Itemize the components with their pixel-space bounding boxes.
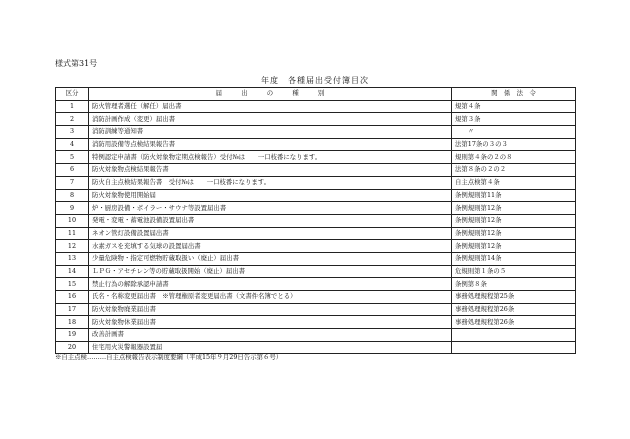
notification-index-table — [55, 87, 576, 354]
row-notification-name: 発電・変電・蓄電池設備設置届出書 — [89, 214, 452, 227]
row-notification-name: ネオン管灯設備設置届出書 — [89, 227, 452, 240]
table-row — [56, 176, 576, 189]
row-related-law: 条例規則第12条 — [452, 227, 576, 240]
row-related-law: 条例規則第11条 — [452, 189, 576, 202]
row-notification-name: 氏名・名称変更届出書 ※管理権原者変更届出書（文書件名簿でとる） — [89, 291, 452, 304]
row-notification-name: 防火管理者選任（解任）届出書 — [89, 100, 452, 113]
row-notification-name: 防火対象物点検結果報告書 — [89, 164, 452, 177]
row-related-law: 条例規則第14条 — [452, 252, 576, 265]
row-related-law: 法第８条の２の２ — [452, 164, 576, 177]
row-category-number: 17 — [56, 303, 89, 316]
row-related-law: 規第３条 — [452, 113, 576, 126]
row-notification-name: 防火対象物使用開始届 — [89, 189, 452, 202]
table-row — [56, 164, 576, 177]
table-row — [56, 214, 576, 227]
table-row — [56, 316, 576, 329]
row-related-law: 〃 — [452, 126, 576, 139]
table-header-row — [56, 88, 576, 101]
row-category-number: 19 — [56, 329, 89, 342]
table-row — [56, 227, 576, 240]
table-row — [56, 202, 576, 215]
header-related-law: 関 係 法 令 — [452, 88, 576, 101]
row-notification-name: 住宅用火災警報器設置届 — [89, 341, 452, 354]
row-notification-name: 改善計画書 — [89, 329, 452, 342]
row-related-law: 法第17条の３の３ — [452, 138, 576, 151]
row-related-law: 条例規則第12条 — [452, 202, 576, 215]
row-notification-name: 少量危険物・指定可燃物貯蔵取扱い（廃止）届出書 — [89, 252, 452, 265]
row-category-number: 18 — [56, 316, 89, 329]
row-category-number: 15 — [56, 278, 89, 291]
row-related-law: 事務処理規程第25条 — [452, 291, 576, 304]
row-notification-name: 水素ガスを充填する気球の設置届出書 — [89, 240, 452, 253]
row-category-number: 16 — [56, 291, 89, 304]
row-related-law: 危規則第１条の５ — [452, 265, 576, 278]
table-row — [56, 151, 576, 164]
row-category-number: 3 — [56, 126, 89, 139]
table-row — [56, 126, 576, 139]
table-row — [56, 265, 576, 278]
row-related-law: 条例規則第12条 — [452, 240, 576, 253]
document-title: 年度 各種届出受付簿目次 — [261, 76, 369, 85]
row-notification-name: 消防用設備等点検結果報告書 — [89, 138, 452, 151]
table-row — [56, 278, 576, 291]
row-category-number: 14 — [56, 265, 89, 278]
row-category-number: 11 — [56, 227, 89, 240]
row-category-number: 6 — [56, 164, 89, 177]
table-row — [56, 240, 576, 253]
table-row — [56, 291, 576, 304]
form-number: 様式第31号 — [55, 59, 98, 68]
header-notification-type: 届 出 の 種 別 — [89, 88, 452, 101]
row-category-number: 13 — [56, 252, 89, 265]
row-related-law — [452, 341, 576, 354]
row-category-number: 7 — [56, 176, 89, 189]
row-category-number: 20 — [56, 341, 89, 354]
header-category: 区分 — [56, 88, 89, 101]
table-row — [56, 138, 576, 151]
table-body — [56, 100, 576, 354]
row-category-number: 8 — [56, 189, 89, 202]
row-notification-name: 炉・厨房設備・ボイラー・サウナ等設置届出書 — [89, 202, 452, 215]
row-related-law: 規第４条 — [452, 100, 576, 113]
row-notification-name: 防火対象物廃業届出書 — [89, 303, 452, 316]
table-row — [56, 303, 576, 316]
row-category-number: 10 — [56, 214, 89, 227]
row-notification-name: 禁止行為の解除承認申請書 — [89, 278, 452, 291]
row-category-number: 2 — [56, 113, 89, 126]
row-notification-name: 防火対象物休業届出書 — [89, 316, 452, 329]
row-category-number: 5 — [56, 151, 89, 164]
row-notification-name: 防火自主点検結果報告書 受付№は 一口枝番になります。 — [89, 176, 452, 189]
row-category-number: 9 — [56, 202, 89, 215]
row-related-law: 事務処理規程第26条 — [452, 316, 576, 329]
row-category-number: 4 — [56, 138, 89, 151]
row-notification-name: 消防計画作成（変更）届出書 — [89, 113, 452, 126]
table-row — [56, 329, 576, 342]
table-row — [56, 189, 576, 202]
row-related-law: 条例第８条 — [452, 278, 576, 291]
row-related-law: 事務処理規程第26条 — [452, 303, 576, 316]
table-row — [56, 100, 576, 113]
footnote: ※自主点検………自主点検報告表示制度要綱（平成15年９月29日告示第６号） — [55, 353, 283, 361]
row-notification-name: 特例認定申請書（防火対象物定期点検報告）受付№は 一口枝番になります。 — [89, 151, 452, 164]
row-related-law: 自主点検第４条 — [452, 176, 576, 189]
row-notification-name: 消防訓練等通知書 — [89, 126, 452, 139]
table-row — [56, 113, 576, 126]
row-category-number: 1 — [56, 100, 89, 113]
row-category-number: 12 — [56, 240, 89, 253]
row-notification-name: ＬＰＧ・アセチレン等の貯蔵取扱開始（廃止）届出書 — [89, 265, 452, 278]
row-related-law: 条例規則第12条 — [452, 214, 576, 227]
table-row — [56, 252, 576, 265]
row-related-law: 規則第４条の２の８ — [452, 151, 576, 164]
row-related-law — [452, 329, 576, 342]
